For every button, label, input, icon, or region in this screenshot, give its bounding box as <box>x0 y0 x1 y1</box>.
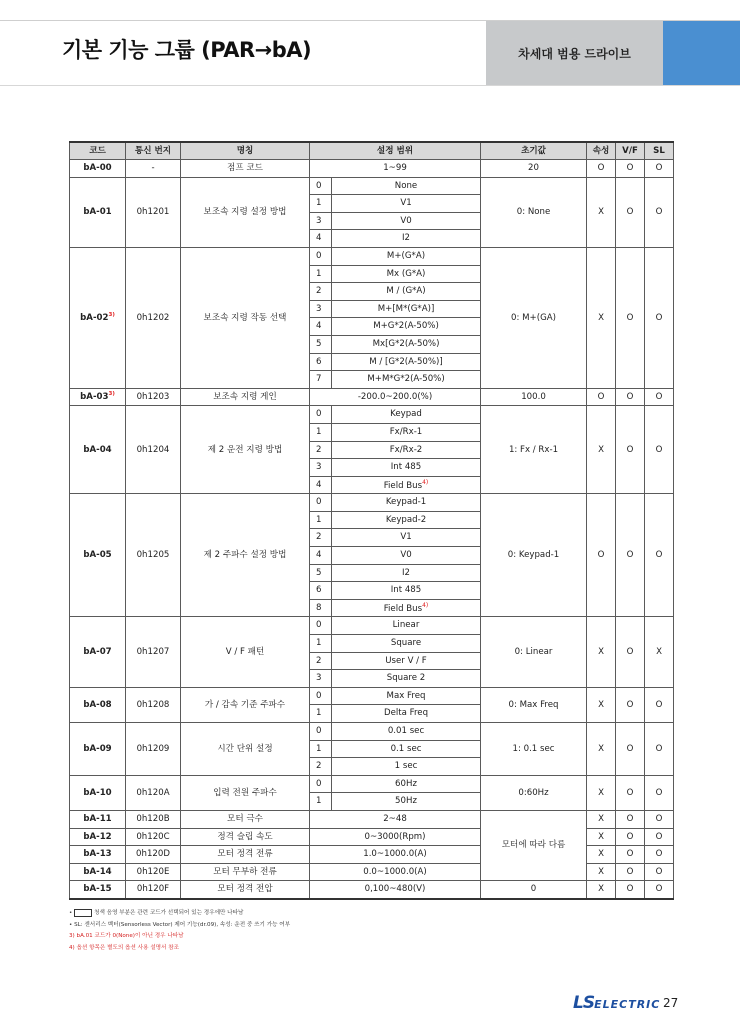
option-value: I2 <box>332 564 481 582</box>
param-attribute: X <box>587 863 616 881</box>
table-row <box>70 177 674 195</box>
param-vf: O <box>616 406 645 494</box>
table-row <box>70 494 674 512</box>
param-vf: O <box>616 247 645 388</box>
param-attribute: X <box>587 846 616 864</box>
option-number: 1 <box>310 195 332 213</box>
ls-electric-logo <box>573 993 660 1013</box>
param-initial: 0: Max Freq <box>481 687 587 722</box>
parameter-table <box>69 141 674 900</box>
param-name: 모터 극수 <box>181 810 310 828</box>
param-name: 모터 무부하 전류 <box>181 863 310 881</box>
option-value: Linear <box>332 617 481 635</box>
option-number: 4 <box>310 318 332 336</box>
param-address: - <box>126 160 181 178</box>
footnote-shaded: • 청색 음영 부분은 관련 코드가 선택되어 있는 경우에만 나타남 <box>69 910 244 916</box>
page-title: 기본 기능 그룹 (PAR→bA) <box>62 38 312 62</box>
param-vf: O <box>616 881 645 899</box>
footnotes <box>69 908 290 954</box>
option-value: V1 <box>332 529 481 547</box>
option-number: 1 <box>310 793 332 811</box>
option-value: Int 485 <box>332 582 481 600</box>
col-header-name: 명칭 <box>181 142 310 160</box>
param-initial: 20 <box>481 160 587 178</box>
option-number: 3 <box>310 212 332 230</box>
option-number: 5 <box>310 564 332 582</box>
option-number: 1 <box>310 705 332 723</box>
footnote-marker: 4) <box>422 601 429 609</box>
option-number: 0 <box>310 687 332 705</box>
param-attribute: X <box>587 810 616 828</box>
param-initial: 1: Fx / Rx-1 <box>481 406 587 494</box>
footnote-text: 청색 음영 부분은 관련 코드가 선택되어 있는 경우에만 나타남 <box>94 910 244 916</box>
col-header-code: 코드 <box>70 142 126 160</box>
param-sl: O <box>645 494 674 617</box>
param-initial: 0: None <box>481 177 587 247</box>
param-name: 제 2 주파수 설정 방법 <box>181 494 310 617</box>
option-number: 0 <box>310 406 332 424</box>
footnote-marker: 3) <box>108 391 115 398</box>
param-initial: 0: Linear <box>481 617 587 687</box>
logo-electric: ELECTRIC <box>594 998 661 1011</box>
option-number: 1 <box>310 423 332 441</box>
param-vf: O <box>616 846 645 864</box>
param-attribute: X <box>587 723 616 776</box>
param-address: 0h120F <box>126 881 181 899</box>
option-number: 1 <box>310 740 332 758</box>
param-sl: O <box>645 687 674 722</box>
option-value: M+G*2(A-50%) <box>332 318 481 336</box>
table-row <box>70 247 674 265</box>
option-value: M / [G*2(A-50%)] <box>332 353 481 371</box>
option-number: 0 <box>310 177 332 195</box>
option-number: 0 <box>310 494 332 512</box>
param-code: bA-05 <box>70 494 126 617</box>
param-range: 1.0~1000.0(A) <box>310 846 481 864</box>
option-number: 2 <box>310 441 332 459</box>
param-address: 0h1204 <box>126 406 181 494</box>
col-header-attribute: 속성 <box>587 142 616 160</box>
param-sl: O <box>645 846 674 864</box>
param-address: 0h120A <box>126 775 181 810</box>
header-accent-block <box>663 21 740 85</box>
page-number: 27 <box>663 996 679 1010</box>
param-initial: 0: M+(GA) <box>481 247 587 388</box>
param-code: bA-01 <box>70 177 126 247</box>
option-value: V0 <box>332 212 481 230</box>
param-vf: O <box>616 177 645 247</box>
table-row <box>70 881 674 899</box>
param-code: bA-15 <box>70 881 126 899</box>
param-code: bA-13 <box>70 846 126 864</box>
param-attribute: O <box>587 160 616 178</box>
option-value-cell <box>332 476 481 494</box>
param-attribute: X <box>587 881 616 899</box>
table-row <box>70 775 674 793</box>
option-number: 0 <box>310 247 332 265</box>
table-row <box>70 810 674 828</box>
param-address: 0h120B <box>126 810 181 828</box>
table-row <box>70 617 674 635</box>
param-code: bA-12 <box>70 828 126 846</box>
param-vf: O <box>616 388 645 406</box>
footnote-text: 4) 옵션 항목은 별도의 옵션 사용 설명서 참조 <box>69 944 180 951</box>
param-code: bA-07 <box>70 617 126 687</box>
footnote-text: 3) bA.01 코드가 0(None)이 아닌 경우 나타남 <box>69 933 184 939</box>
param-vf: O <box>616 617 645 687</box>
option-value: 0.1 sec <box>332 740 481 758</box>
param-attribute: X <box>587 775 616 810</box>
param-range: 0~3000(Rpm) <box>310 828 481 846</box>
col-header-initial: 초기값 <box>481 142 587 160</box>
option-number: 5 <box>310 335 332 353</box>
param-sl: O <box>645 247 674 388</box>
option-value: 60Hz <box>332 775 481 793</box>
option-value: Delta Freq <box>332 705 481 723</box>
param-initial: 1: 0.1 sec <box>481 723 587 776</box>
param-sl: O <box>645 863 674 881</box>
param-vf: O <box>616 494 645 617</box>
param-vf: O <box>616 687 645 722</box>
option-value-cell <box>332 599 481 617</box>
option-number: 1 <box>310 511 332 529</box>
option-value: Square <box>332 635 481 653</box>
param-range: 0,100~480(V) <box>310 881 481 899</box>
param-name: 모터 정격 전압 <box>181 881 310 899</box>
option-number: 1 <box>310 265 332 283</box>
option-number: 3 <box>310 459 332 477</box>
param-address: 0h1209 <box>126 723 181 776</box>
param-initial: 100.0 <box>481 388 587 406</box>
param-code: bA-04 <box>70 406 126 494</box>
logo-ls: LS <box>573 993 595 1013</box>
option-number: 3 <box>310 300 332 318</box>
header-bottom-rule <box>0 85 740 86</box>
shaded-box-icon <box>74 909 92 917</box>
option-number: 6 <box>310 353 332 371</box>
option-number: 4 <box>310 230 332 248</box>
param-range: 2~48 <box>310 810 481 828</box>
param-name: 가 / 감속 기준 주파수 <box>181 687 310 722</box>
option-number: 4 <box>310 547 332 565</box>
param-range: 1~99 <box>310 160 481 178</box>
param-range: 0.0~1000.0(A) <box>310 863 481 881</box>
option-number: 8 <box>310 599 332 617</box>
param-attribute: X <box>587 617 616 687</box>
param-sl: O <box>645 723 674 776</box>
param-initial: 0 <box>481 881 587 899</box>
option-number: 4 <box>310 476 332 494</box>
option-number: 1 <box>310 635 332 653</box>
param-attribute: X <box>587 177 616 247</box>
option-value: Mx (G*A) <box>332 265 481 283</box>
option-number: 2 <box>310 652 332 670</box>
param-attribute: X <box>587 687 616 722</box>
option-value: M+[M*(G*A)] <box>332 300 481 318</box>
param-range: -200.0~200.0(%) <box>310 388 481 406</box>
param-sl: O <box>645 177 674 247</box>
param-vf: O <box>616 775 645 810</box>
option-value: Keypad-2 <box>332 511 481 529</box>
param-name: 보조속 지령 작동 선택 <box>181 247 310 388</box>
param-initial: 0:60Hz <box>481 775 587 810</box>
option-value: M+(G*A) <box>332 247 481 265</box>
col-header-address: 통신 번지 <box>126 142 181 160</box>
param-address: 0h1203 <box>126 388 181 406</box>
param-code: bA-08 <box>70 687 126 722</box>
option-value: 0.01 sec <box>332 723 481 741</box>
param-code-cell <box>70 247 126 388</box>
param-vf: O <box>616 723 645 776</box>
option-value: V0 <box>332 547 481 565</box>
param-attribute: X <box>587 828 616 846</box>
option-value: User V / F <box>332 652 481 670</box>
col-header-range: 설정 범위 <box>310 142 481 160</box>
option-number: 0 <box>310 723 332 741</box>
param-name: 점프 코드 <box>181 160 310 178</box>
option-number: 3 <box>310 670 332 688</box>
option-value: Int 485 <box>332 459 481 477</box>
col-header-vf: V/F <box>616 142 645 160</box>
table-row <box>70 406 674 424</box>
option-value: M / (G*A) <box>332 283 481 301</box>
param-attribute: X <box>587 406 616 494</box>
table-row <box>70 687 674 705</box>
param-address: 0h1201 <box>126 177 181 247</box>
option-number: 2 <box>310 758 332 776</box>
param-address: 0h1202 <box>126 247 181 388</box>
param-address: 0h120E <box>126 863 181 881</box>
param-name: 정격 슬립 속도 <box>181 828 310 846</box>
option-value: V1 <box>332 195 481 213</box>
section-label-text: 차세대 범용 드라이브 <box>518 46 631 61</box>
table-row <box>70 388 674 406</box>
param-name: V / F 패턴 <box>181 617 310 687</box>
param-sl: O <box>645 388 674 406</box>
param-name: 보조속 지령 게인 <box>181 388 310 406</box>
param-name: 보조속 지령 설정 방법 <box>181 177 310 247</box>
option-value: Max Freq <box>332 687 481 705</box>
param-code: bA-10 <box>70 775 126 810</box>
param-address: 0h120D <box>126 846 181 864</box>
section-label <box>486 21 663 85</box>
param-name: 모터 정격 전류 <box>181 846 310 864</box>
table-row <box>70 160 674 178</box>
param-address: 0h1207 <box>126 617 181 687</box>
option-number: 6 <box>310 582 332 600</box>
option-value: Mx[G*2(A-50%) <box>332 335 481 353</box>
param-name: 시간 단위 설정 <box>181 723 310 776</box>
param-sl: X <box>645 617 674 687</box>
param-sl: O <box>645 160 674 178</box>
param-address: 0h1205 <box>126 494 181 617</box>
option-value: Field Bus <box>383 480 423 491</box>
param-code: bA-14 <box>70 863 126 881</box>
footnote-text: • SL: 센서리스 벡터(Sensorless Vector) 제어 기능(dr.09), 속성: 운전 중 쓰기 가능 여부 <box>69 921 291 928</box>
option-value: M+M*G*2(A-50%) <box>332 371 481 389</box>
param-attribute: O <box>587 494 616 617</box>
param-sl: O <box>645 775 674 810</box>
param-code: bA-02 <box>80 312 109 323</box>
option-value: I2 <box>332 230 481 248</box>
option-value: Keypad-1 <box>332 494 481 512</box>
param-attribute: X <box>587 247 616 388</box>
param-code: bA-03 <box>80 392 109 403</box>
param-initial-merged: 모터에 따라 다름 <box>481 810 587 880</box>
option-value: Square 2 <box>332 670 481 688</box>
param-vf: O <box>616 160 645 178</box>
option-value: Fx/Rx-2 <box>332 441 481 459</box>
param-address: 0h120C <box>126 828 181 846</box>
param-code: bA-11 <box>70 810 126 828</box>
param-sl: O <box>645 810 674 828</box>
param-name: 제 2 운전 지령 방법 <box>181 406 310 494</box>
option-number: 2 <box>310 283 332 301</box>
option-value: Keypad <box>332 406 481 424</box>
option-number: 0 <box>310 617 332 635</box>
option-value: Fx/Rx-1 <box>332 423 481 441</box>
option-value: Field Bus <box>383 603 423 614</box>
param-code: bA-00 <box>70 160 126 178</box>
footnote-marker: 3) <box>108 312 115 319</box>
param-sl: O <box>645 881 674 899</box>
option-number: 7 <box>310 371 332 389</box>
param-vf: O <box>616 810 645 828</box>
param-initial: 0: Keypad-1 <box>481 494 587 617</box>
option-value: 1 sec <box>332 758 481 776</box>
param-sl: O <box>645 406 674 494</box>
param-code: bA-09 <box>70 723 126 776</box>
param-address: 0h1208 <box>126 687 181 722</box>
option-number: 2 <box>310 529 332 547</box>
footnote-marker: 4) <box>422 478 429 486</box>
option-number: 0 <box>310 775 332 793</box>
param-name: 입력 전원 주파수 <box>181 775 310 810</box>
option-value: None <box>332 177 481 195</box>
table-header-row <box>70 142 674 160</box>
table-row <box>70 723 674 741</box>
option-value: 50Hz <box>332 793 481 811</box>
param-code-cell <box>70 388 126 406</box>
param-vf: O <box>616 863 645 881</box>
col-header-sl: SL <box>645 142 674 160</box>
param-sl: O <box>645 828 674 846</box>
param-vf: O <box>616 828 645 846</box>
param-attribute: O <box>587 388 616 406</box>
